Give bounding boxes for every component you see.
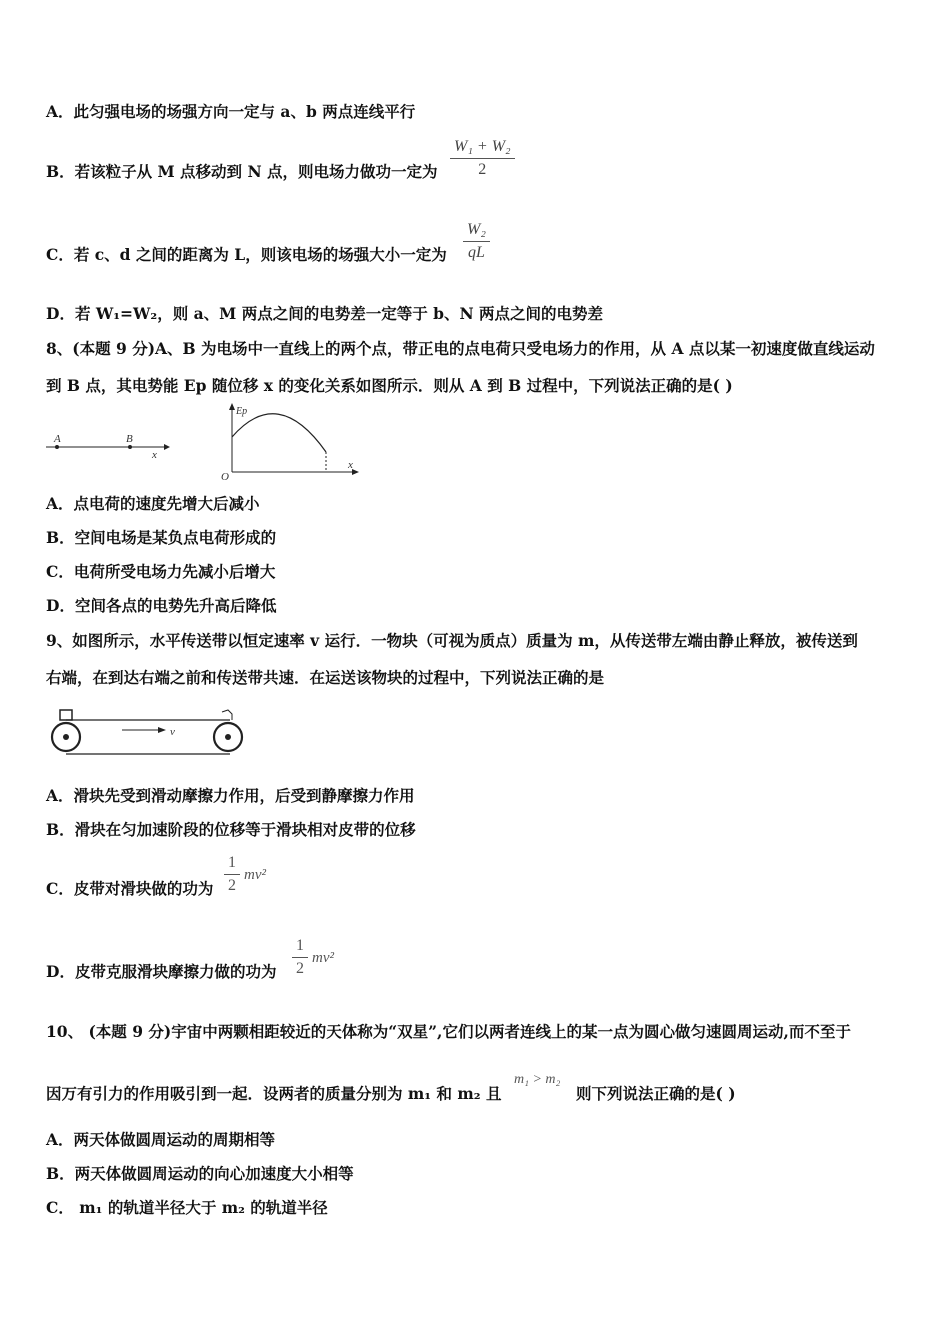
- q9-option-d: D．皮带克服滑块摩擦力做的功为: [46, 962, 277, 981]
- q10-option-c: C． m₁ 的轨道半径大于 m₂ 的轨道半径: [46, 1198, 328, 1217]
- q9-option-a: A．滑块先受到滑动摩擦力作用，后受到静摩擦力作用: [46, 786, 415, 805]
- q9-option-d-fraction: [292, 937, 308, 978]
- q10-mass-inequality: m₁ > m₂: [514, 1072, 561, 1087]
- q9-stem-line1: 9、如图所示，水平传送带以恒定速率 v 运行．一物块（可视为质点）质量为 m，从传送带左端由静止释放，被传送到: [46, 631, 858, 650]
- fraction-numerator: W₁ + W₂: [454, 138, 511, 155]
- q10-stem-line2a: 因万有引力的作用吸引到一起．设两者的质量分别为 m₁ 和 m₂ 且: [46, 1084, 502, 1103]
- q10-stem-line2b: 则下列说法正确的是( ): [576, 1084, 736, 1103]
- block: [60, 710, 72, 720]
- origin-label: O: [221, 471, 229, 482]
- q9-option-b: B．滑块在匀加速阶段的位移等于滑块相对皮带的位移: [46, 820, 416, 839]
- point-a: [55, 445, 59, 449]
- fraction-numerator: W₂: [467, 221, 486, 238]
- energy-curve: [232, 414, 326, 452]
- q10-stem-line1: 10、 (本题 9 分)宇宙中两颗相距较近的天体称为“双星”,它们以两者连线上的某一点为圆心做匀速圆周运动,而不至于: [46, 1022, 851, 1041]
- q8-line-figure: [44, 428, 170, 464]
- q9-stem-line2: 右端，在到达右端之前和传送带共速．在运送该物块的过程中，下列说法正确的是: [46, 668, 605, 687]
- fraction-denominator: 2: [478, 161, 487, 178]
- q8-option-a: A．点电荷的速度先增大后减小: [46, 494, 260, 513]
- q7-option-b: B．若该粒子从 M 点移动到 N 点，则电场力做功一定为: [46, 162, 438, 181]
- q8-stem-line2: 到 B 点，其电势能 Ep 随位移 x 的变化关系如图所示．则从 A 到 B 过程中，下列说法正确的是( ): [46, 376, 733, 395]
- q8-option-b: B．空间电场是某负点电荷形成的: [46, 528, 277, 547]
- q10-option-b: B．两天体做圆周运动的向心加速度大小相等: [46, 1164, 354, 1183]
- q7-option-c: C．若 c、d 之间的距离为 L，则该电场的场强大小一定为: [46, 245, 447, 264]
- fraction-numerator: 1: [228, 854, 236, 871]
- q7-option-b-fraction: [450, 138, 515, 179]
- q8-option-c: C．电荷所受电场力先减小后增大: [46, 562, 276, 581]
- q7-option-c-fraction: [463, 221, 490, 262]
- x-axis-label: x: [348, 459, 353, 471]
- point-b: [128, 445, 132, 449]
- q9-option-d-tail: mv²: [312, 950, 334, 966]
- x-axis-label: x: [152, 449, 157, 461]
- fraction-denominator: 2: [228, 877, 236, 894]
- q9-conveyor-figure: [48, 706, 248, 756]
- q9-option-c-tail: mv²: [244, 867, 266, 883]
- fraction-denominator: qL: [467, 244, 485, 261]
- fraction-numerator: 1: [296, 937, 304, 954]
- q7-option-a: A．此匀强电场的场强方向一定与 a、b 两点连线平行: [46, 102, 416, 121]
- point-b-label: B: [126, 433, 133, 445]
- q8-stem-line1: 8、(本题 9 分)A、B 为电场中一直线上的两个点，带正电的点电荷只受电场力的作用，从 A 点以某一初速度做直线运动: [46, 339, 875, 358]
- y-axis-label: Ep: [236, 406, 248, 417]
- point-a-label: A: [54, 433, 61, 445]
- fraction-denominator: 2: [296, 960, 304, 977]
- q9-option-c-fraction: [224, 854, 240, 895]
- q7-option-d: D．若 W₁=W₂，则 a、M 两点之间的电势差一定等于 b、N 两点之间的电势差: [46, 304, 604, 323]
- q8-option-d: D．空间各点的电势先升高后降低: [46, 596, 277, 615]
- q9-option-c: C．皮带对滑块做的功为: [46, 879, 214, 898]
- q10-option-a: A．两天体做圆周运动的周期相等: [46, 1130, 276, 1149]
- q8-energy-graph: [218, 402, 364, 482]
- velocity-label: v: [170, 726, 175, 738]
- arrow-right-icon: [158, 727, 166, 733]
